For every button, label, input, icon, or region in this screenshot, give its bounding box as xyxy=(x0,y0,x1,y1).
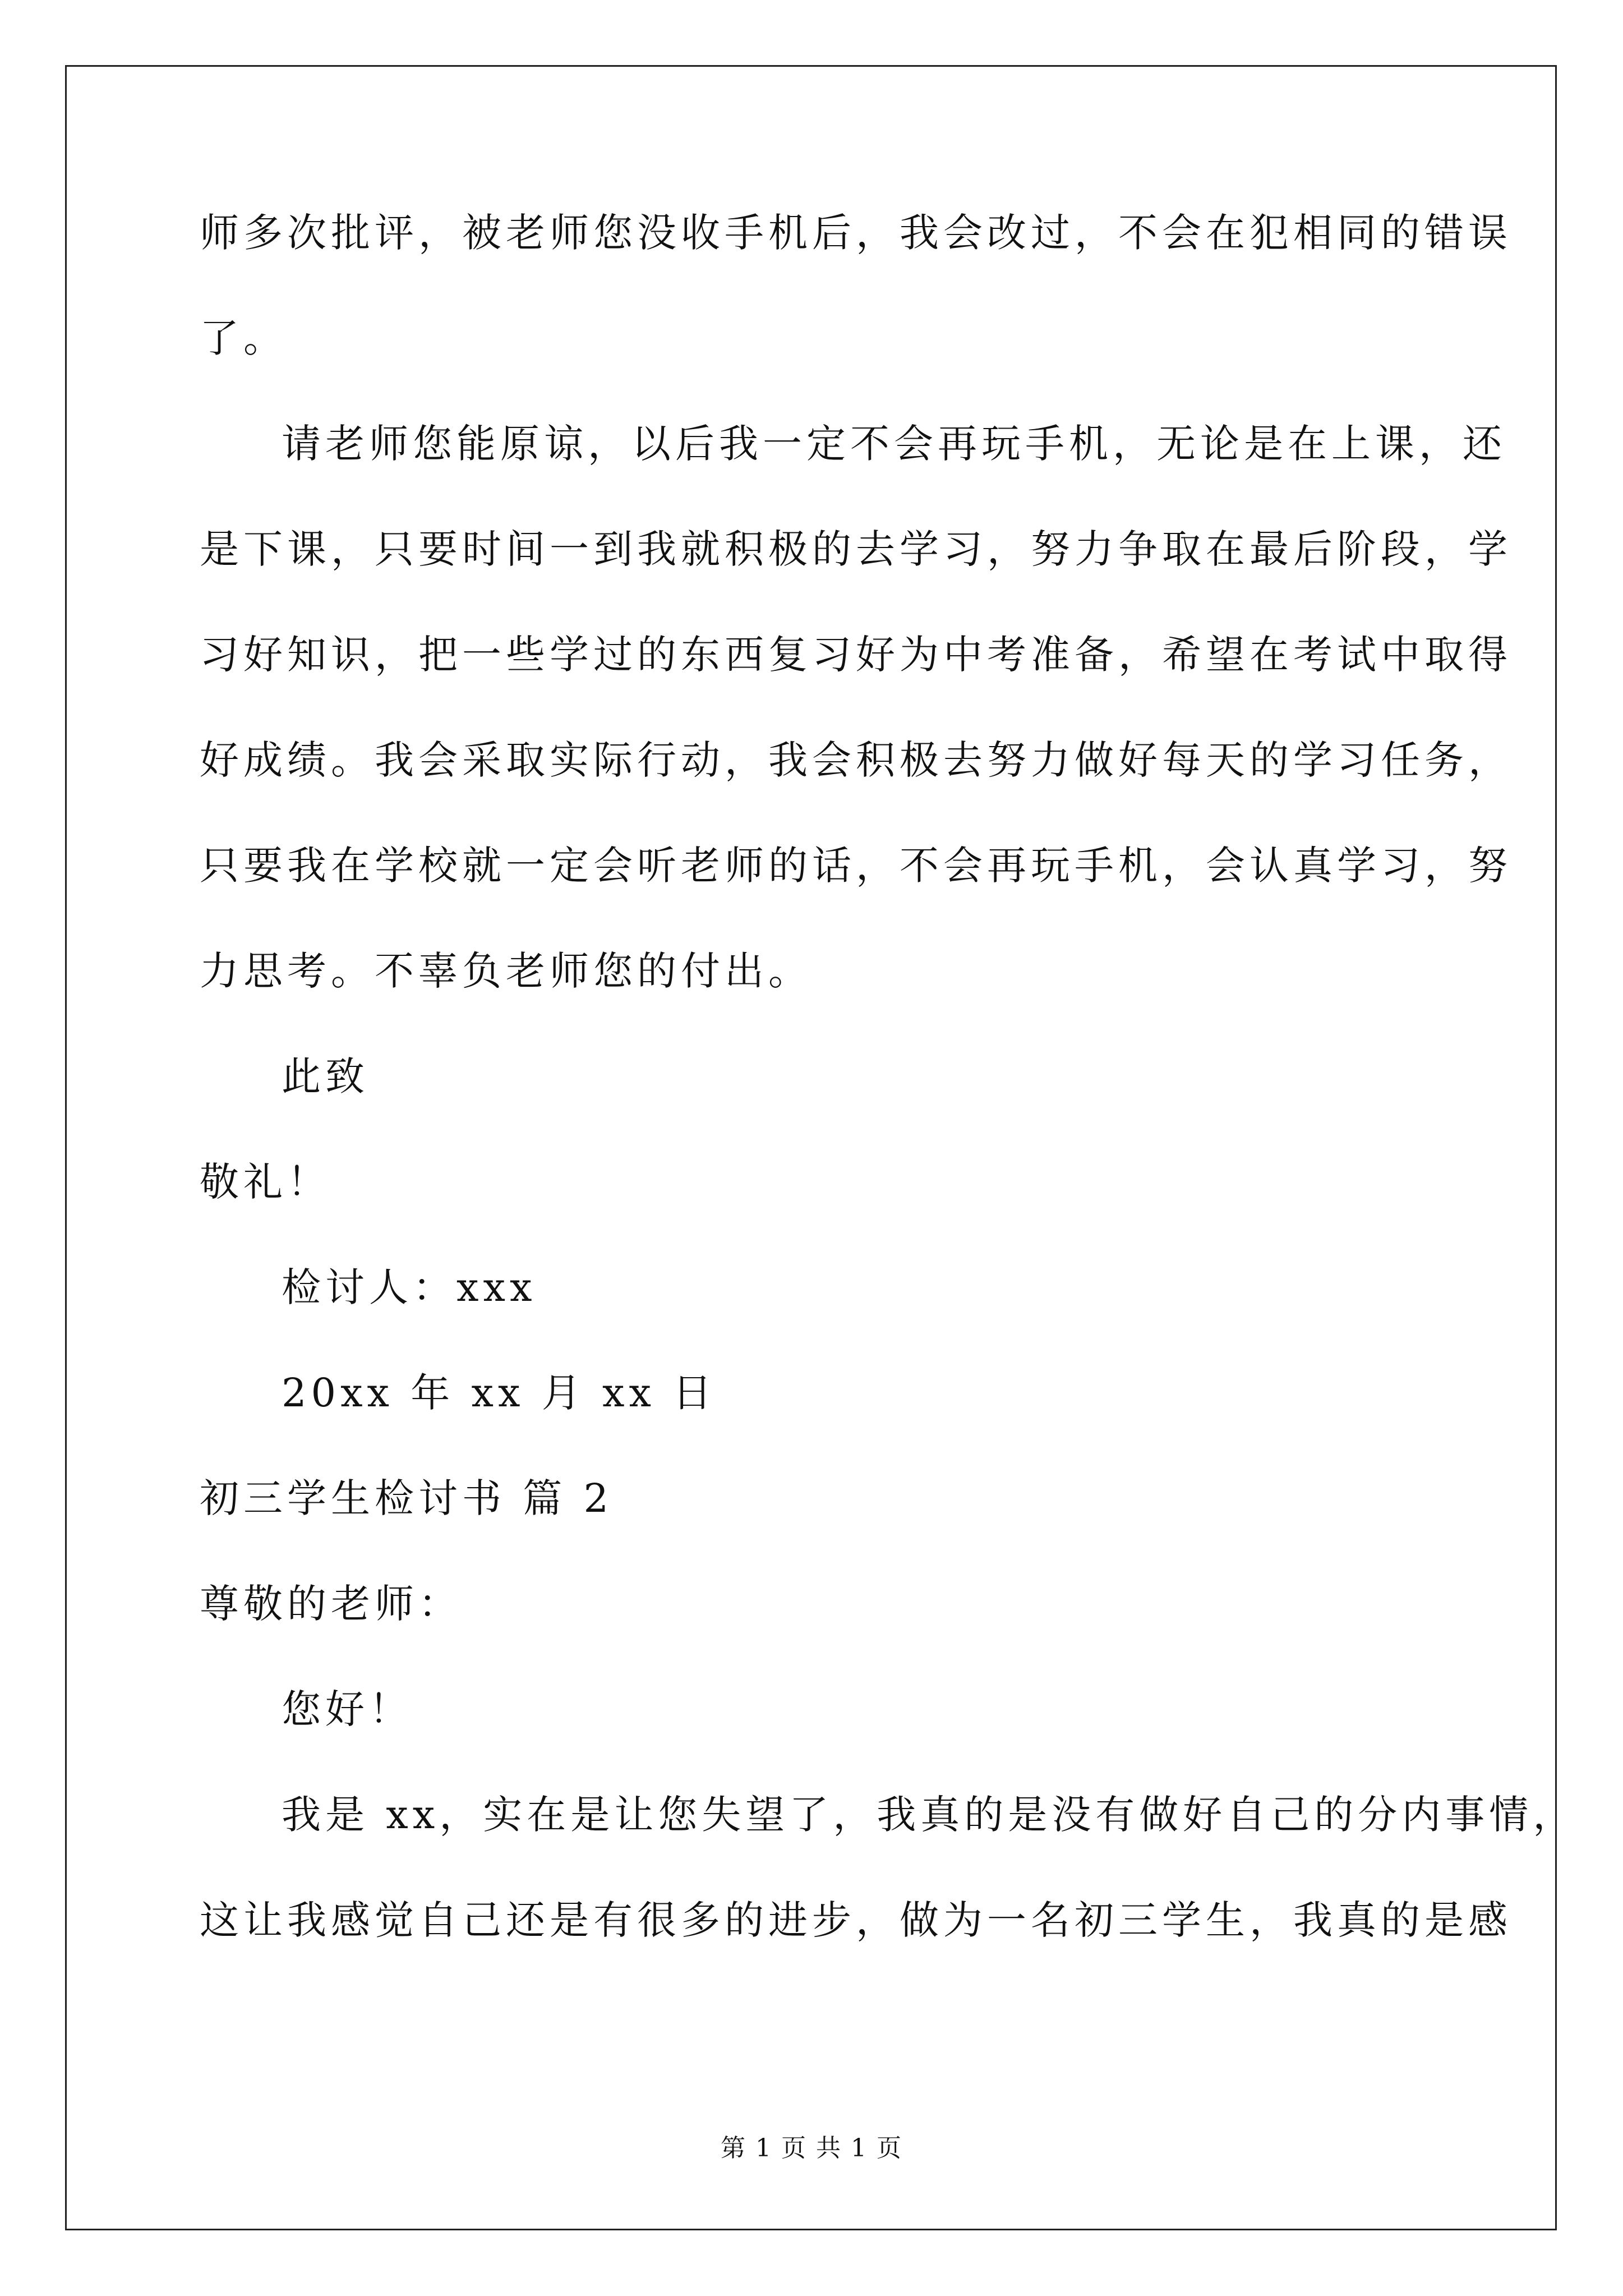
document-body xyxy=(200,210,1577,2006)
closing-salutation: 此致 xyxy=(282,1053,369,1099)
greeting-recipient: 尊敬的老师： xyxy=(200,1581,462,1627)
date-line: 20xx 年 xx 月 xx 日 xyxy=(282,1370,717,1416)
signature-line: 检讨人：xxx xyxy=(282,1264,537,1310)
closing-regards: 敬礼！ xyxy=(200,1159,331,1205)
text-line: 请老师您能原谅，以后我一定不会再玩手机，无论是在上课，还 xyxy=(282,421,1506,467)
text-line: 力思考。不辜负老师您的付出。 xyxy=(200,948,812,994)
text-line: 了。 xyxy=(200,315,287,361)
text-line: 是下课，只要时间一到我就积极的去学习，努力争取在最后阶段，学 xyxy=(200,526,1512,572)
section-heading: 初三学生检讨书 篇 2 xyxy=(200,1475,614,1521)
text-line: 好成绩。我会采取实际行动，我会积极去努力做好每天的学习任务， xyxy=(200,737,1512,783)
greeting: 您好！ xyxy=(282,1686,413,1732)
text-line: 习好知识，把一些学过的东西复习好为中考准备，希望在考试中取得 xyxy=(200,632,1512,678)
text-line: 我是 xx，实在是让您失望了，我真的是没有做好自己的分内事情， xyxy=(282,1792,1577,1838)
text-line: 只要我在学校就一定会听老师的话，不会再玩手机，会认真学习，努 xyxy=(200,843,1512,889)
text-line: 师多次批评，被老师您没收手机后，我会改过，不会在犯相同的错误 xyxy=(200,210,1512,256)
page-number-footer: 第 1 页 共 1 页 xyxy=(721,2134,902,2162)
text-line: 这让我感觉自己还是有很多的进步，做为一名初三学生，我真的是感 xyxy=(200,1897,1512,1943)
